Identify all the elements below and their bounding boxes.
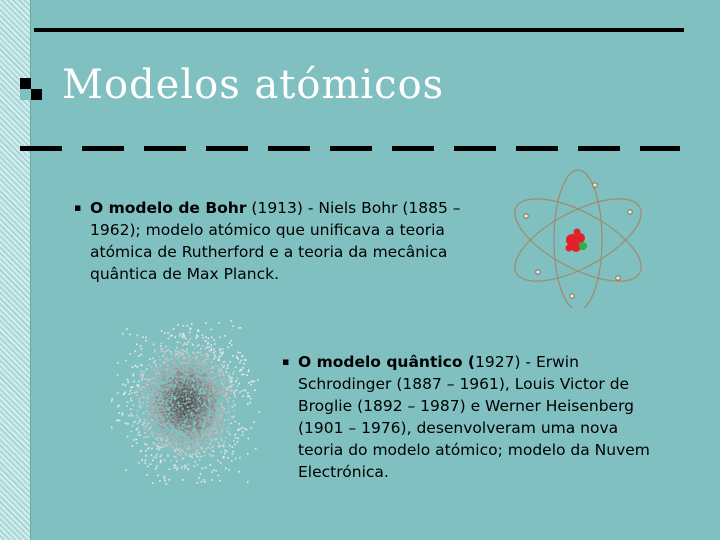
quantum-heading: O modelo quântico ( <box>298 353 476 371</box>
bohr-text: (1913) - Niels Bohr (1885 – 1962); modelo atómico que unificava a teoria atómica de Rutherford e a teoria da mecânica quântica de Max Planck. <box>90 199 461 283</box>
title-bullet-icon <box>20 78 42 100</box>
nucleus <box>566 229 588 253</box>
top-rule <box>34 28 684 32</box>
bullet-icon: ▪ <box>282 355 290 368</box>
bohr-atom-illustration <box>500 168 660 308</box>
quantum-paragraph <box>282 351 662 483</box>
bohr-paragraph <box>74 197 474 285</box>
dashed-divider <box>20 146 680 151</box>
bohr-heading: O modelo de Bohr <box>90 199 247 217</box>
quantum-text: 1927) - Erwin Schrodinger (1887 – 1961), Louis Victor de Broglie (1892 – 1987) e Werner Heisenberg (1901 – 1976), desenvolveram uma nova teoria do modelo atómico; modelo da Nuvem Electrónica. <box>298 353 650 481</box>
electron-cloud-illustration <box>110 320 260 490</box>
bullet-icon: ▪ <box>74 201 82 214</box>
slide-title: Modelos atómicos <box>62 62 445 108</box>
